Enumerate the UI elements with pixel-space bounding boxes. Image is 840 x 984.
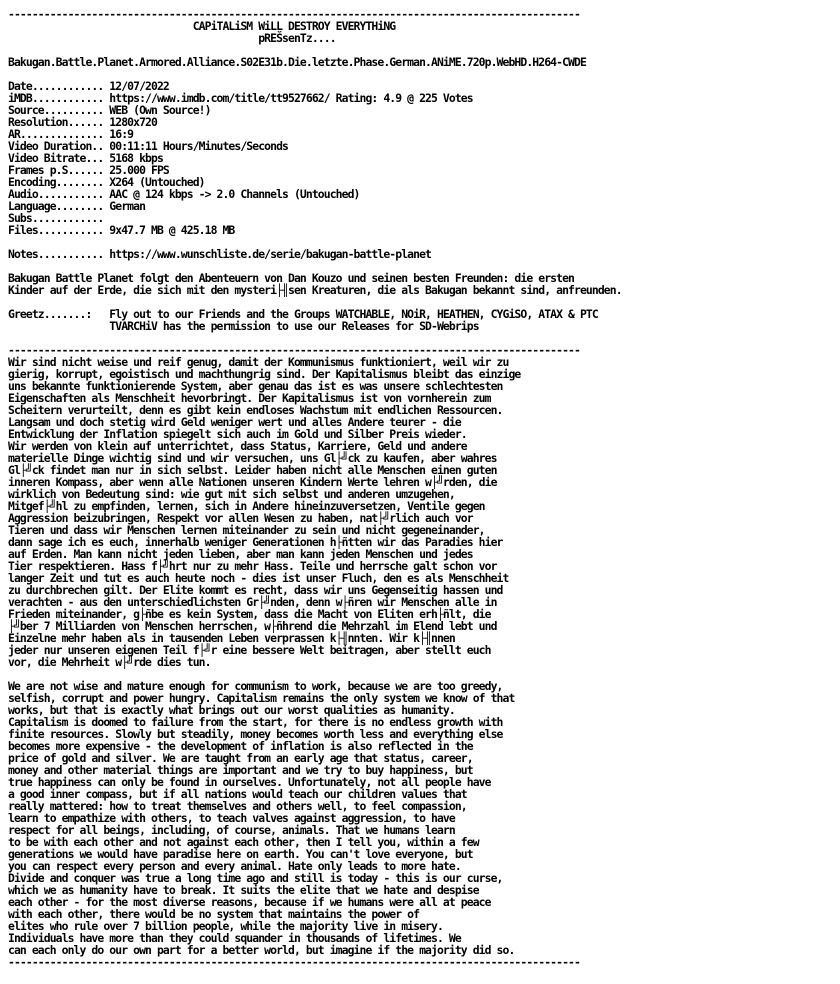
nfo-line: each other - for the most diverse reasons, because if we humans were all at peace (8, 895, 491, 909)
nfo-line: auf Erden. Man kann nicht jeden lieben, aber man kann jeden Menschen und jedes (8, 547, 473, 561)
nfo-line: TVARCHiV has the permission to use our Releases for SD-Webrips (8, 319, 479, 333)
nfo-line: Tieren und dass wir Menschen lernen miteinander zu sein und nicht gegeneinander, (8, 523, 485, 537)
nfo-line: can each only do our own part for a better world, but imagine if the majority did so. (8, 943, 515, 957)
nfo-line: a good inner compass, but if all nations would teach our children values that (8, 787, 467, 801)
nfo-line: Eigenschaften als Menschheit hevorbringt. Der Kapitalismus ist von vornherein zum (8, 391, 491, 405)
nfo-line: ├╝ber 7 Milliarden von Menschen herrschen, w├ñhrend die Mehrzahl im Elend lebt und (8, 619, 497, 633)
nfo-line: We are not wise and mature enough for communism to work, because we are too greedy, (8, 679, 503, 693)
nfo-line: Date............ 12/07/2022 (8, 79, 169, 93)
nfo-line: Divide and conquer was true a long time ago and still is today - this is our curse, (8, 871, 503, 885)
nfo-line: Resolution...... 1280x720 (8, 115, 157, 129)
nfo-line: wirklich von Bedeutung sind: wie gut mit sich selbst und anderen umzugehen, (8, 487, 455, 501)
nfo-line: vor, die Mehrheit w├╝rde dies tun. (8, 655, 211, 669)
nfo-line: Encoding........ X264 (Untouched) (8, 175, 205, 189)
nfo-line: Bakugan Battle Planet folgt den Abenteuern von Dan Kouzo und seinen besten Freunden: die ersten (8, 271, 574, 285)
nfo-line: verachten - aus den unterschiedlichsten Gr├╝nden, denn w├ñren wir Menschen alle in (8, 595, 497, 609)
nfo-line: finite resources. Slowly but steadily, money becomes worth less and everything else (8, 727, 503, 741)
nfo-line: pREŠsenTz.... (8, 31, 336, 45)
nfo-line: with each other, there would be no system that maintains the power of (8, 907, 420, 921)
nfo-line: Gl├╝ck findet man nur in sich selbst. Leider haben nicht alle Menschen einen guten (8, 463, 497, 477)
nfo-line: materielle Dinge wichtig sind und wir versuchen, uns Gl├╝ck zu kaufen, aber wahres (8, 451, 497, 465)
nfo-line: Aggression beizubringen, Respekt vor allen Wesen zu haben, nat├╝rlich auch vor (8, 511, 473, 525)
nfo-line: Language........ German (8, 199, 146, 213)
nfo-line: Bakugan.Battle.Planet.Armored.Alliance.S02E31b.Die.letzte.Phase.German.ANiME.720p.WebHD.H264-CWDE (8, 55, 586, 69)
nfo-line: dann sage ich es euch, innerhalb weniger Generationen h├ñtten wir das Paradies hier (8, 535, 503, 549)
nfo-line: Langsam und doch stetig wird Geld weniger wert und alles Andere teurer - die (8, 415, 461, 429)
nfo-line: gierig, korrupt, egoistisch und machthungrig sind. Der Kapitalismus bleibt das einzige (8, 367, 521, 381)
nfo-line: zu durchbrechen gilt. Der Elite kommt es recht, dass wir uns Gegenseitig hassen und (8, 583, 503, 597)
nfo-line: AR.............. 16:9 (8, 127, 134, 141)
nfo-line: you can respect every person and every animal. Hate only leads to more hate. (8, 859, 461, 873)
nfo-line: ------------------------------------------------------------------------------------------------ (8, 343, 580, 357)
nfo-line: which we as humanity have to break. It suits the elite that we hate and despise (8, 883, 479, 897)
nfo-line: Video Duration.. 00:11:11 Hours/Minutes/Seconds (8, 139, 289, 153)
nfo-line: CAPiTALiSM WiLL DESTROY EVERYTHiNG (8, 19, 396, 33)
nfo-line: ------------------------------------------------------------------------------------------------ (8, 7, 580, 21)
nfo-line: Capitalism is doomed to failure from the start, for there is no endless growth with (8, 715, 503, 729)
nfo-line: Frames p.S...... 25.000 FPS (8, 163, 169, 177)
nfo-line: Wir werden von klein auf unterrichtet, dass Status, Karriere, Geld und andere (8, 439, 467, 453)
nfo-line: Individuals have more than they could squander in thousands of lifetimes. We (8, 931, 461, 945)
nfo-line: Tier respektieren. Hass f├╝hrt nur zu mehr Hass. Teile und herrsche galt schon vor (8, 559, 497, 573)
nfo-line: true happiness can only be found in ourselves. Unfortunately, not all people have (8, 775, 491, 789)
nfo-line: Notes........... https://www.wunschliste.de/serie/bakugan-battle-planet (8, 247, 432, 261)
nfo-line: money and other material things are important and we try to buy happiness, but (8, 763, 473, 777)
nfo-line: Subs............ (8, 211, 104, 225)
nfo-line: price of gold and silver. We are taught from an early age that status, career, (8, 751, 473, 765)
nfo-line: Einzelne mehr haben als in tausenden Leben verprassen k├╢nnten. Wir k├╢nnen (8, 631, 455, 645)
nfo-line: learn to empathize with others, to teach valves against aggression, to have (8, 811, 455, 825)
nfo-line: selfish, corrupt and power hungry. Capitalism remains the only system we know of that (8, 691, 515, 705)
nfo-line: langer Zeit und tut es auch heute noch - dies ist unser Fluch, den es als Menschheit (8, 571, 509, 585)
nfo-line: Scheitern verurteilt, denn es gibt kein endloses Wachstum mit endlichen Ressourcen. (8, 403, 503, 417)
nfo-line: iMDB............ https://www.imdb.com/title/tt9527662/ Rating: 4.9 @ 225 Votes (8, 91, 473, 105)
nfo-line: jeder nur unseren eigenen Teil f├╝r eine bessere Welt beitragen, aber stellt euch (8, 643, 491, 657)
nfo-line: Kinder auf der Erde, die sich mit den mysteri├╢sen Kreaturen, die als Bakugan bekannt sind, anfreunden. (8, 283, 622, 297)
nfo-line: respect for all beings, including, of course, animals. That we humans learn (8, 823, 455, 837)
nfo-line: Mitgef├╝hl zu empfinden, lernen, sich in Andere hineinzuversetzen, Ventile gegen (8, 499, 485, 513)
nfo-line: becomes more expensive - the development of inflation is also reflected in the (8, 739, 473, 753)
nfo-line: Frieden miteinander, g├ñbe es kein System, dass die Macht von Eliten erh├ñlt, die (8, 607, 491, 621)
nfo-line: Greetz.......: Fly out to our Friends and the Groups WATCHABLE, NOiR, HEATHEN, CYGiSO, ATAX & PTC (8, 307, 598, 321)
nfo-line: Files........... 9x47.7 MB @ 425.18 MB (8, 223, 235, 237)
nfo-line: Source.......... WEB (Own Source!) (8, 103, 211, 117)
nfo-line: Audio........... AAC @ 124 kbps -> 2.0 Channels (Untouched) (8, 187, 360, 201)
nfo-line: Wir sind nicht weise und reif genug, damit der Kommunismus funktioniert, weil wir zu (8, 355, 509, 369)
nfo-line: ------------------------------------------------------------------------------------------------ (8, 955, 580, 968)
nfo-line: inneren Kompass, aber wenn alle Nationen unseren Kindern Werte lehren w├╝rden, die (8, 475, 497, 489)
nfo-line: Video Bitrate... 5168 kbps (8, 151, 163, 165)
nfo-line: to be with each other and not against each other, then I tell you, within a few (8, 835, 479, 849)
nfo-line: works, but that is exactly what brings out our worst qualities as humanity. (8, 703, 455, 717)
nfo-line: generations we would have paradise here on earth. You can't love everyone, but (8, 847, 473, 861)
nfo-line: uns bekannte funktionierende System, aber genau das ist es was unsere schlechtesten (8, 379, 503, 393)
nfo-line: really mattered: how to treat themselves and others well, to feel compassion, (8, 799, 467, 813)
nfo-line: elites who rule over 7 billion people, while the majority live in misery. (8, 919, 443, 933)
nfo-line: Entwicklung der Inflation spiegelt sich auch im Gold und Silber Preis wieder. (8, 427, 467, 441)
